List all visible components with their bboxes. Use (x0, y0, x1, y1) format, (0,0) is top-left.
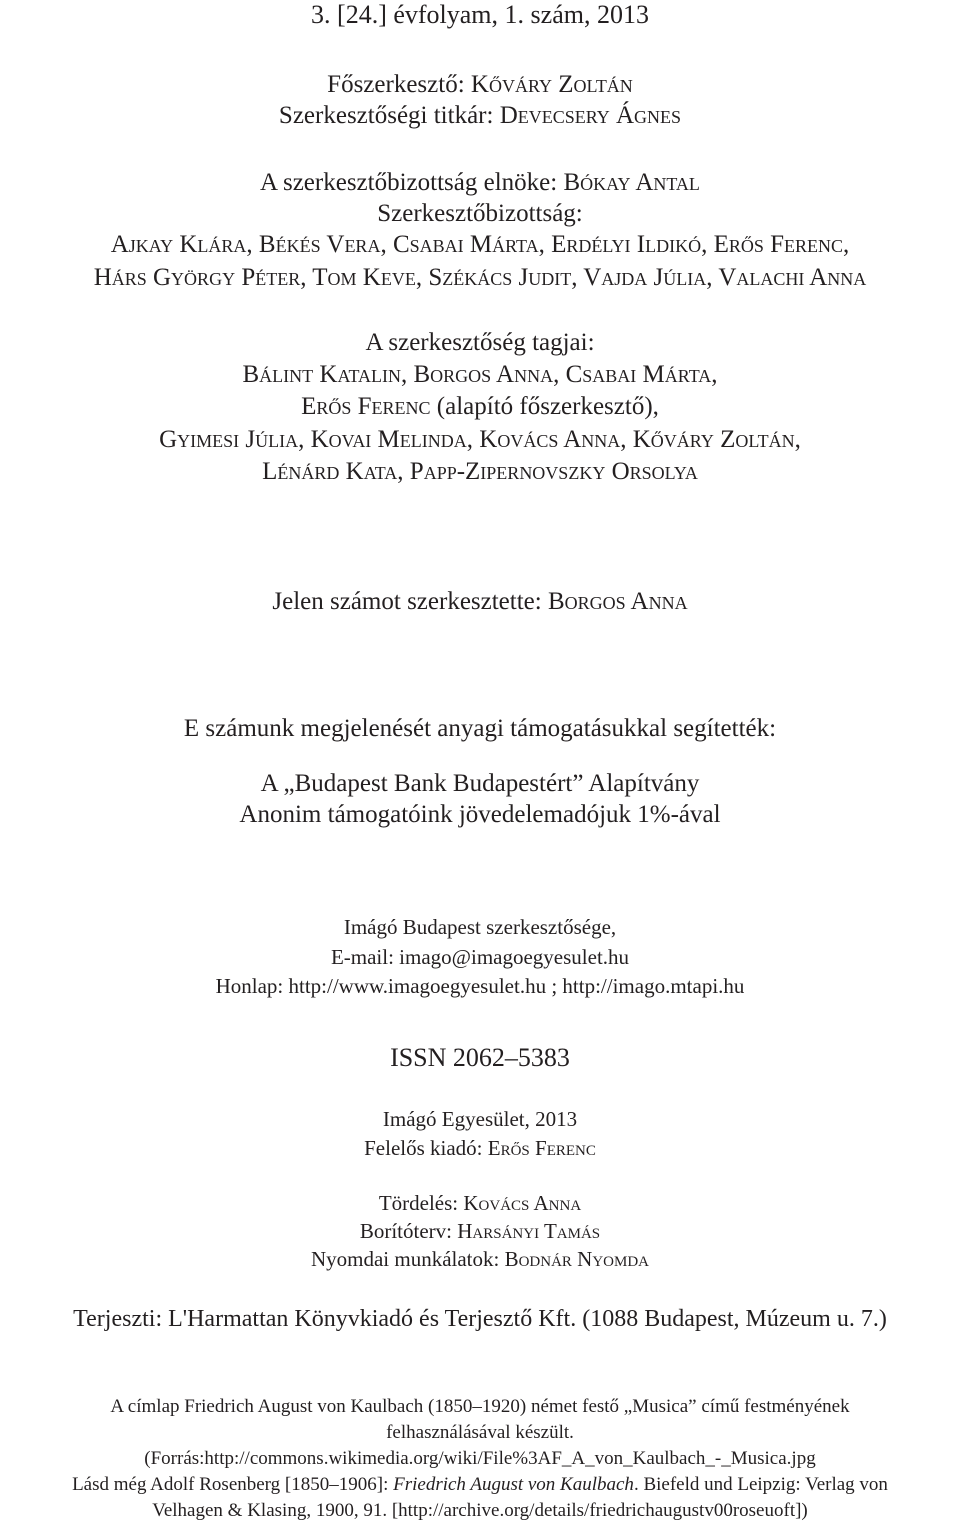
printing-credit-label: Nyomdai munkálatok: (310, 1247, 505, 1271)
layout-credit-label: Tördelés: (378, 1191, 464, 1215)
cover-note-line-1: A címlap Friedrich August von Kaulbach (1850–1920) német festő „Musica” című festményének (110, 1396, 850, 1417)
distribution-line: Terjeszti: L'Harmattan Könyvkiadó és Terjesztő Kft. (1088 Budapest, Múzeum u. 7.) (73, 1306, 887, 1332)
board-president (0, 170, 960, 195)
support-line-2: Anonim támogatóink jövedelemadójuk 1%-ával (239, 801, 721, 828)
chief-editor-label: Főszerkesztő: (327, 71, 471, 98)
board-members-line-1: Ajkay Klára, Békés Vera, Csabai Márta, Erdélyi Ildikó, Erős Ferenc, (110, 231, 850, 258)
office-line: Imágó Budapest szerkesztősége, (343, 915, 617, 939)
staff-line-2 (0, 394, 960, 419)
reference-suffix: . Biefeld und Leipzig: Verlag von (633, 1474, 888, 1495)
issue-header: 3. [24.] évfolyam, 1. szám, 2013 (311, 0, 649, 29)
cover-design-label: Borítóterv: (359, 1219, 458, 1243)
reference-prefix: Lásd még Adolf Rosenberg [1850–1906]: (72, 1474, 394, 1495)
issn: ISSN 2062–5383 (390, 1043, 570, 1072)
board-president-name: Bókay Antal (563, 169, 700, 196)
board-president-label: A szerkesztőbizottság elnöke: (260, 169, 564, 196)
chief-editor (0, 72, 960, 97)
board-members-line-2: Hárs György Péter, Tom Keve, Székács Judit, Vajda Júlia, Valachi Anna (93, 264, 867, 291)
support-heading: E számunk megjelenését anyagi támogatásukkal segítették: (183, 715, 777, 742)
issue-editor (0, 589, 960, 614)
responsible-publisher-label: Felelős kiadó: (364, 1136, 488, 1160)
staff-line-4: Lénárd Kata, Papp-Zipernovszky Orsolya (262, 458, 698, 485)
responsible-publisher-name: Erős Ferenc (487, 1136, 596, 1160)
email-line: E-mail: imago@imagoegyesulet.hu (330, 945, 630, 969)
staff-heading: A szerkesztőség tagjai: (365, 329, 595, 356)
cover-note-publisher: Velhagen & Klasing, 1900, 91. [http://archive.org/details/friedrichaugustv00roseuoft]) (152, 1500, 808, 1521)
staff-line-3: Gyimesi Júlia, Kovai Melinda, Kovács Anna, Kőváry Zoltán, (159, 426, 801, 453)
support-line-1: A „Budapest Bank Budapestért” Alapítvány (260, 770, 700, 797)
printing-credit (0, 1249, 960, 1270)
cover-note-reference (0, 1475, 960, 1494)
cover-note-source: (Forrás:http://commons.wikimedia.org/wiki/File%3AF_A_von_Kaulbach_-_Musica.jpg (144, 1448, 816, 1469)
issue-editor-label: Jelen számot szerkesztette: (272, 588, 548, 615)
cover-design-name: Harsányi Tamás (457, 1219, 601, 1243)
responsible-publisher (0, 1138, 960, 1159)
editorial-secretary (0, 103, 960, 128)
board-heading: Szerkesztőbizottság: (377, 200, 583, 227)
website-line: Honlap: http://www.imagoegyesulet.hu ; http://imago.mtapi.hu (215, 974, 745, 998)
staff-line-1: Bálint Katalin, Borgos Anna, Csabai Márta, (242, 361, 718, 388)
cover-note-line-2: felhasználásával készült. (386, 1422, 574, 1443)
layout-credit (0, 1193, 960, 1214)
printing-credit-name: Bodnár Nyomda (504, 1247, 650, 1271)
editorial-secretary-name: Devecsery Ágnes (499, 102, 682, 129)
chief-editor-name: Kőváry Zoltán (470, 71, 633, 98)
issue-editor-name: Borgos Anna (547, 588, 688, 615)
reference-book-title: Friedrich August von Kaulbach (393, 1474, 634, 1495)
founding-editor-note: (alapító főszerkesztő), (430, 393, 659, 420)
publisher-org: Imágó Egyesület, 2013 (382, 1107, 578, 1131)
editorial-secretary-label: Szerkesztőségi titkár: (278, 102, 500, 129)
layout-credit-name: Kovács Anna (463, 1191, 582, 1215)
cover-design-credit (0, 1221, 960, 1242)
founding-editor-name: Erős Ferenc (301, 393, 431, 420)
